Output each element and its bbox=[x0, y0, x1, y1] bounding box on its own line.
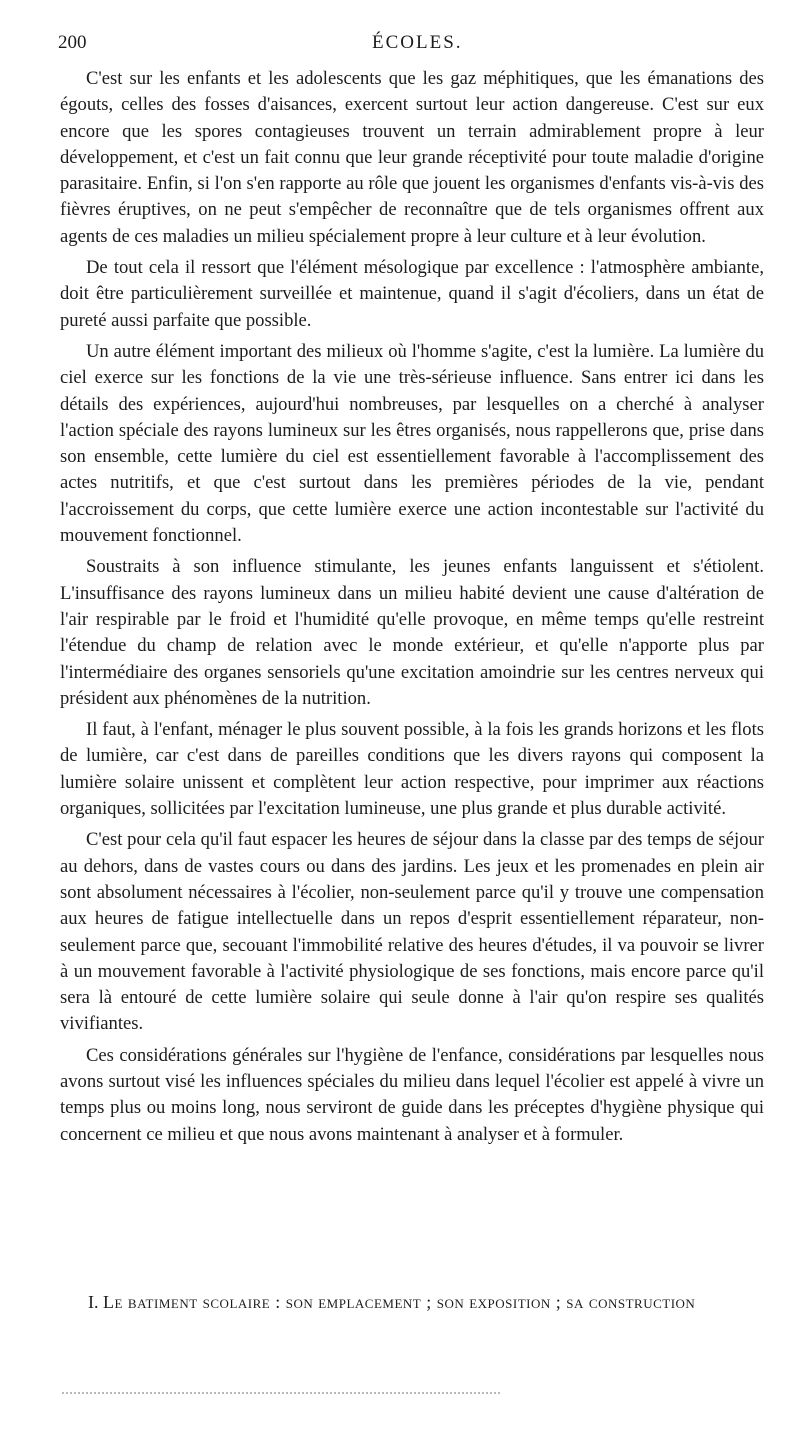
paragraph: C'est pour cela qu'il faut espacer les heures de séjour dans la classe par des temps de séjour au dehors, dans de vastes cours ou dans des jardins. Les jeux et les promenades en plein air sont absolument nécessaires à l'écolier, non-seulement parce qu'il y trouve une compensation aux heures de fatigue intellectuelle dans un repos d'esprit essentiellement réparateur, non-seulement parce que, secouant l'immobilité relative des heures d'études, il va pouvoir se livrer à un mouvement favorable à l'activité physiologique de ses fonctions, mais encore parce qu'il sera là entouré de cette lumière solaire qui seule donne à l'air qu'on respire ses qualités vivifiantes. bbox=[60, 829, 764, 1035]
footer-rule bbox=[62, 1392, 500, 1394]
paragraph: Soustraits à son influence stimulante, les jeunes enfants languissent et s'étiolent. L'insuffisance des rayons lumineux dans un milieu habité devient une cause d'altération de l'air respirable par le froid et l'humidité qu'elle provoque, en même temps qu'elle restreint l'étendue du champ de relation avec le monde extérieur, et qu'elle n'apporte plus par l'intermédiaire des organes sensoriels qu'une excitation amoindrie sur les centres nerveux qui président aux phénomènes de la nutrition. bbox=[60, 556, 764, 709]
paragraph: Un autre élément important des milieux où l'homme s'agite, c'est la lumière. La lumière du ciel exerce sur les fonctions de la vie une très-sérieuse influence. Sans entrer ici dans les détails des expériences, aujourd'hui nombreuses, par lesquelles on a cherché à analyser l'action spéciale des rayons lumineux sur les êtres organisés, nous rappellerons que, prise dans son ensemble, cette lumière du ciel est essentiellement favorable à l'accomplissement des actes nutritifs, et que c'est surtout dans les premières périodes de la vie, pendant l'accroissement du corps, que cette lumière exerce une action incontestable sur l'activité du mouvement fonctionnel. bbox=[60, 340, 764, 547]
paragraph: De tout cela il ressort que l'élément mésologique par excellence : l'atmosphère ambiante, doit être particulièrement surveillée et maintenue, quand il s'agit d'écoliers, dans un état de pureté aussi parfaite que possible. bbox=[60, 257, 764, 331]
running-head: ÉCOLES. bbox=[372, 32, 463, 53]
page-number: 200 bbox=[58, 32, 87, 53]
body-text bbox=[60, 66, 764, 1153]
section-number: I. bbox=[88, 1292, 99, 1312]
paragraph: Ces considérations générales sur l'hygiène de l'enfance, considérations par lesquelles nous avons surtout visé les influences spéciales du milieu dans lequel l'écolier est appelé à vivre un temps plus ou moins long, nous serviront de guide dans les préceptes d'hygiène physique qui concernent ce milieu et que nous avons maintenant à analyser et à formuler. bbox=[60, 1044, 764, 1145]
section-title: Le batiment scolaire : son emplacement ; son exposition ; sa construction bbox=[103, 1292, 696, 1312]
section-heading bbox=[88, 1292, 695, 1313]
paragraph: Il faut, à l'enfant, ménager le plus souvent possible, à la fois les grands horizons et les flots de lumière, car c'est dans de pareilles conditions que les divers rayons qui composent la lumière solaire unissent et complètent leur action respective, pour imprimer aux réactions organiques, sollicitées par l'excitation lumineuse, une plus grande et plus durable activité. bbox=[60, 719, 764, 820]
paragraph: C'est sur les enfants et les adolescents que les gaz méphitiques, que les émanations des égouts, celles des fosses d'aisances, exercent surtout leur action dangereuse. C'est sur eux encore que les spores contagieuses trouvent un terrain admirablement propre à leur développement, et c'est un fait connu que leur grande réceptivité pour toute maladie d'origine parasitaire. Enfin, si l'on s'en rapporte au rôle que jouent les organismes d'enfants vis-à-vis des fièvres éruptives, on ne peut s'empêcher de reconnaître que de tels organismes offrent aux agents de ces maladies un milieu spécialement propre à leur culture et à leur évolution. bbox=[60, 68, 764, 247]
